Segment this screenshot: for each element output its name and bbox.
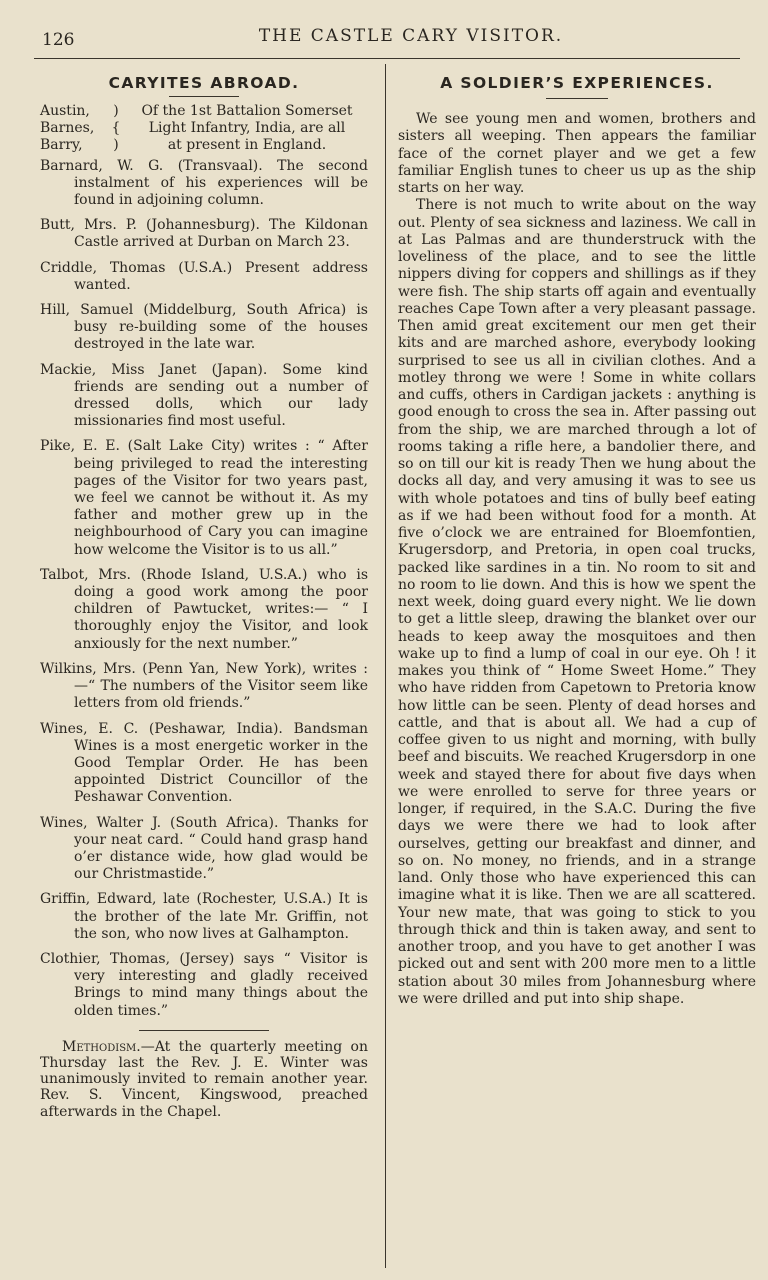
entry-barnard: Barnard, W. G. (Transvaal). The second instalment of his experiences will be found in adjoining column.	[40, 157, 368, 209]
title-underline	[169, 96, 239, 97]
entry-wines-walter: Wines, Walter J. (South Africa). Thanks for your neat card. “ Could hand grasp hand o’er distance wide, how glad would be our Christmastide.”	[40, 814, 368, 883]
page-number: 126	[42, 30, 75, 50]
soldiers-experiences-title: A SOLDIER’S EXPERIENCES.	[440, 74, 714, 92]
header-rule	[34, 58, 740, 59]
right-column	[398, 66, 756, 1008]
paragraph: There is not much to write about on the way out. Plenty of sea sickness and laziness. We call in at Las Palmas and are thunderstruck with the loveliness of the place, and to see the little nippers diving for coppers and shillings as if they were fish. The ship starts off again and eventually reaches Cape Town after a very pleasant passage. Then amid great excitement our men get their kits and are marched ashore, everybody looking surprised to see us all in civilian clothes. And a motley throng we were ! Some in white collars and cuffs, others in Cardigan jackets : anything is good enough to cross the sea in. After passing out from the ship, we are marched through a lot of rooms taking a rifle here, a bandolier there, and so on till our kit is ready Then we hung about the docks all day, and very amusing it was to see us with whole potatoes and tins of bully beef eating as if we had been without food for a month. At five o’clock we are entrained for Bloemfontien, Krugersdorp, and Pretoria, in open coal trucks, packed like sardines in a tin. No room to sit and no room to lie down. And this is how we spent the next week, doing guard every night. We lie down to get a little sleep, drawing the blanket over our heads to keep away the mosquitoes and then wake up to find a lump of coal in our eye. Oh ! it makes you think of “ Home Sweet Home.” They who have ridden from Capetown to Pretoria know how little can be seen. Plenty of dead horses and cattle, and that is about all. We had a cup of coffee given to us night and morning, with bully beef and biscuits. We reached Krugersdorp in one week and stayed there for about five days when we were enrolled to serve for three years or longer, if required, in the S.A.C. During the five days we were there we had to look after ourselves, getting our breakfast and dinner, and so on. No money, no friends, and in a strange land. Only those who have experienced this can imagine what it is like. Then we are all scattered. Your new mate, that was going to stick to you through thick and thin is taken away, and sent to another troop, and you have to get another I was picked out and sent with 200 more men to a little station about 30 miles from Johannesburg where we were drilled and put into ship shape.	[398, 197, 756, 1007]
entry-wilkins: Wilkins, Mrs. (Penn Yan, New York), writes :—“ The numbers of the Visitor seem like letters from old friends.”	[40, 660, 368, 712]
entry-talbot: Talbot, Mrs. (Rhode Island, U.S.A.) who is doing a good work among the poor children of Pawtucket, writes:— “ I thoroughly enjoy the Visitor, and look anxiously for the next number.”	[40, 566, 368, 652]
column-divider	[385, 64, 386, 1268]
name-barnes: Barnes,	[40, 120, 95, 137]
entry-hill: Hill, Samuel (Middelburg, South Africa) is busy re-building some of the houses destroyed in the late war.	[40, 302, 368, 353]
entry-clothier: Clothier, Thomas, (Jersey) says “ Visitor is very interesting and gladly received Brings to mind many things about the olden times.”	[40, 950, 368, 1019]
methodism-note	[40, 1039, 368, 1120]
entry-mackie: Mackie, Miss Janet (Japan). Some kind friends are sending out a number of dressed dolls, which our lady missionaries find most useful.	[40, 361, 368, 430]
caryites-abroad-title: CARYITES ABROAD.	[108, 74, 300, 92]
bracket-description	[122, 103, 368, 155]
bracket-line: Light Infantry, India, are all	[148, 120, 346, 137]
brace-mark: ) { )	[111, 103, 121, 154]
entry-wines-ec: Wines, E. C. (Peshawar, India). Bandsman Wines is a most energetic worker in the Good Templar Order. He has been appointed District Councillor of the Peshawar Convention.	[40, 720, 368, 806]
entry-griffin: Griffin, Edward, late (Rochester, U.S.A.) It is the brother of the late Mr. Griffin, not the son, who now lives at Galhampton.	[40, 891, 368, 942]
left-column	[40, 66, 368, 1120]
bracket-line: at present in England.	[167, 137, 327, 154]
entry-butt: Butt, Mrs. P. (Johannesburg). The Kildonan Castle arrived at Durban on March 23.	[40, 217, 368, 251]
entry-criddle: Criddle, Thomas (U.S.A.) Present address wanted.	[40, 259, 368, 293]
section-rule	[139, 1030, 269, 1031]
name-austin: Austin,	[40, 103, 90, 119]
methodism-label: Methodism.	[62, 1038, 141, 1055]
article-body	[398, 111, 756, 1008]
bracket-line: Of the 1st Battalion Somerset	[141, 103, 353, 119]
bracket-names	[40, 103, 110, 155]
title-underline	[546, 98, 608, 99]
name-barry: Barry,	[40, 137, 83, 154]
bracket-entry	[40, 103, 368, 155]
entry-pike: Pike, E. E. (Salt Lake City) writes : “ After being privileged to read the interesting pages of the Visitor for two years past, we feel we cannot be without it. As my father and mother grew up in the neighbourhood of Cary you can imagine how welcome the Visitor is to us all.”	[40, 438, 368, 558]
paragraph: We see young men and women, brothers and sisters all weeping. Then appears the familiar face of the cornet player and we get a few familiar English tunes to cheer us up as the ship starts on her way.	[398, 111, 756, 196]
methodism-text: —At the quarterly meeting on Thursday last the Rev. J. E. Winter was unanimously invited to remain another year. Rev. S. Vincent, Kingswood, preached afterwards in the Chapel.	[40, 1038, 368, 1120]
running-title: THE CASTLE CARY VISITOR.	[258, 26, 564, 46]
